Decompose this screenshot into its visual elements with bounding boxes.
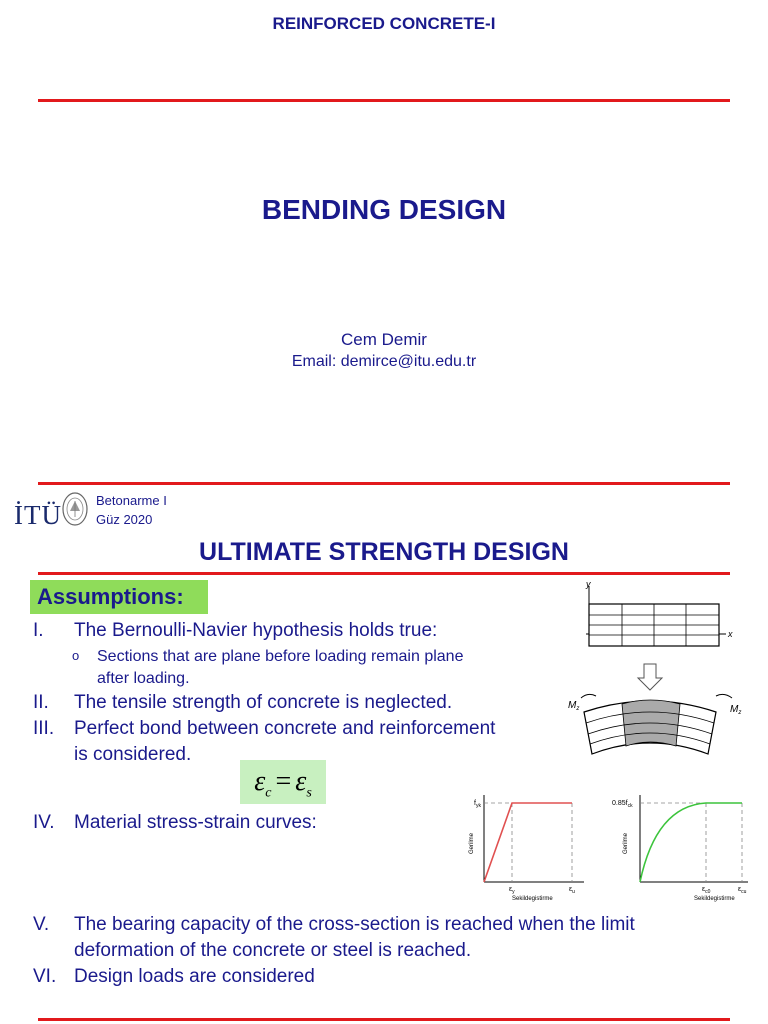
slide-title: BENDING DESIGN <box>261 194 507 225</box>
item-number: VI. <box>33 966 57 987</box>
svg-text:εcu: $\varepsilon_{cu}$ <box>738 886 747 895</box>
svg-text:fyk: $f_{yk}$ <box>474 800 481 809</box>
item-text: Perfect bond between concrete and reinforcement <box>74 718 496 739</box>
svg-text:Gerilme: Gerilme <box>469 832 475 854</box>
item-text: Material stress-strain curves: <box>74 812 317 833</box>
svg-text:Mz: $M_z$ <box>730 704 742 716</box>
svg-text:εy: $\varepsilon_y$ <box>509 886 515 895</box>
divider <box>38 572 730 575</box>
itu-seal-icon <box>61 491 89 527</box>
strain-compatibility-formula: $\varepsilon_c = \varepsilon_s$ <box>240 760 326 804</box>
item-text: The Bernoulli-Navier hypothesis holds true: <box>74 620 438 641</box>
svg-text:εc0: $\varepsilon_{c0}$ <box>702 886 711 895</box>
steel-stress-strain-chart <box>460 790 590 905</box>
svg-text:Sekildegistirme: Sekildegistirme <box>694 896 735 902</box>
concrete-stress-strain-chart <box>606 790 756 905</box>
sub-item-text: Sections that are plane before loading remain plane <box>97 648 464 665</box>
bullet-icon: o <box>72 648 80 663</box>
divider <box>38 1018 730 1021</box>
svg-text:Gerilme: Gerilme <box>623 832 629 854</box>
item-text: Design loads are considered <box>74 966 315 987</box>
svg-text:0.85fck: $0.85f_{ck}$ <box>612 800 633 809</box>
svg-text:Mz: $M_z$ <box>568 700 580 712</box>
svg-text:x: x <box>728 629 733 639</box>
svg-text:Sekildegistirme: Sekildegistirme <box>512 896 553 902</box>
author-email: Email: demirce@itu.edu.tr <box>291 353 477 370</box>
item-number: I. <box>33 620 44 641</box>
item-number: III. <box>33 718 55 739</box>
svg-text:εu: $\varepsilon_u$ <box>569 886 575 895</box>
assumptions-label: Assumptions: <box>30 580 208 614</box>
item-text: The bearing capacity of the cross-section is reached when the limit <box>74 914 635 935</box>
itu-logo-text: İTÜ <box>14 500 62 530</box>
header-semester: Güz 2020 <box>96 512 153 527</box>
header-course: Betonarme I <box>96 493 167 508</box>
author-name: Cem Demir <box>341 330 427 349</box>
item-text: The tensile strength of concrete is neglected. <box>74 692 453 713</box>
beam-bending-diagram <box>566 578 756 768</box>
item-number: V. <box>33 914 50 935</box>
course-title: REINFORCED CONCRETE-I <box>272 14 496 33</box>
svg-text:y: y <box>586 579 591 589</box>
item-text-cont: is considered. <box>74 744 192 765</box>
sub-item-text-cont: after loading. <box>97 670 190 687</box>
divider <box>38 99 730 102</box>
item-number: IV. <box>33 812 55 833</box>
divider <box>38 482 730 485</box>
item-number: II. <box>33 692 49 713</box>
item-text-cont: deformation of the concrete or steel is reached. <box>74 940 472 961</box>
section-title: ULTIMATE STRENGTH DESIGN <box>199 538 569 566</box>
